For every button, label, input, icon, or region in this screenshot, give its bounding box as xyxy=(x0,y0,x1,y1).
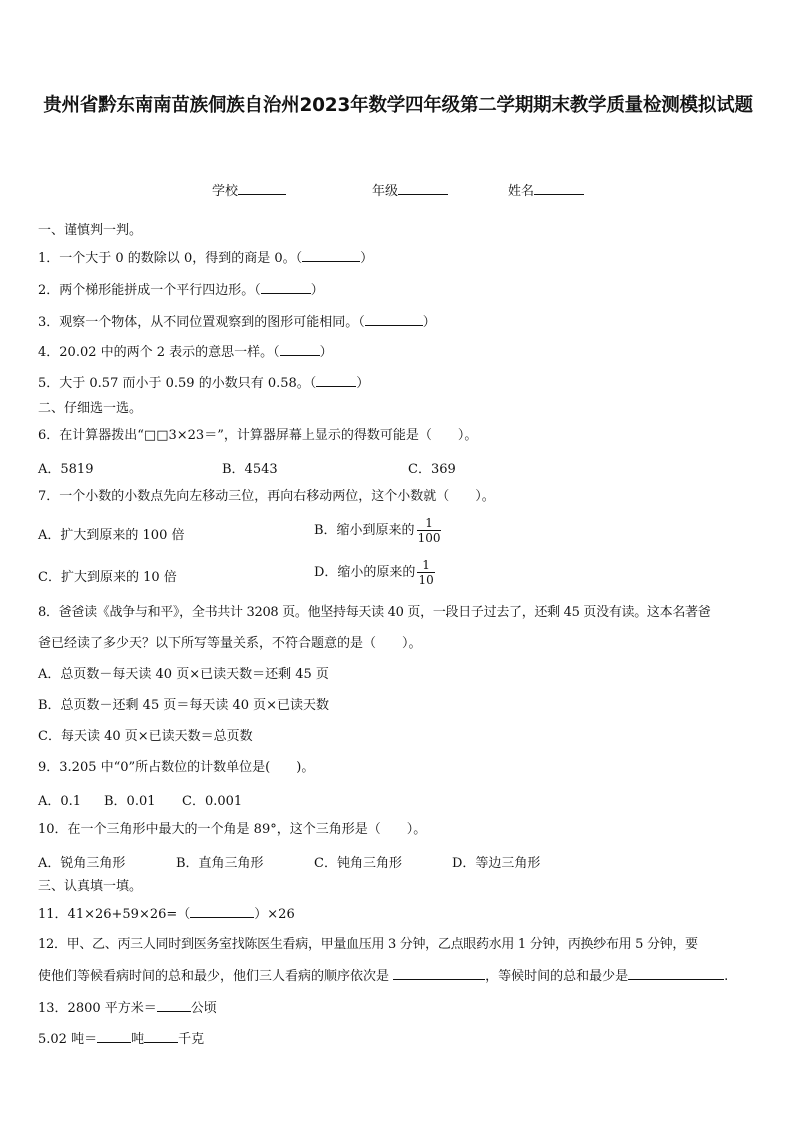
question-5-answer-blank[interactable] xyxy=(316,374,356,387)
question-12-line-2 xyxy=(38,967,728,986)
question-12-text-b: ，等候时间的总和最少是 xyxy=(485,969,629,984)
question-2 xyxy=(38,281,324,300)
question-10-option-a[interactable]: A．锐角三角形 xyxy=(38,856,126,871)
question-5-close: ） xyxy=(356,376,370,391)
fraction-numerator: 1 xyxy=(425,516,433,530)
question-10-option-d[interactable]: D．等边三角形 xyxy=(452,856,541,871)
question-5-text: 5．大于 0.57 而小于 0.59 的小数只有 0.58。（ xyxy=(38,376,317,391)
question-11 xyxy=(38,905,295,924)
question-12-order-blank[interactable] xyxy=(393,967,485,980)
question-10-option-c[interactable]: C．钝角三角形 xyxy=(314,856,402,871)
question-1 xyxy=(38,249,373,268)
fraction-numerator: 1 xyxy=(422,558,430,572)
question-8-option-b[interactable]: B．总页数－还剩 45 页＝每天读 40 页×已读天数 xyxy=(38,698,330,713)
question-1-close: ） xyxy=(360,251,374,266)
question-7-option-d[interactable] xyxy=(314,558,435,587)
grade-label: 年级 xyxy=(372,184,399,199)
section1-heading: 一、谨慎判一判。 xyxy=(38,223,143,238)
question-13-ton-blank[interactable] xyxy=(97,1030,131,1043)
fraction-denominator: 100 xyxy=(417,531,441,545)
question-9-option-b[interactable]: B．0.01 xyxy=(104,794,156,809)
question-2-close: ） xyxy=(310,283,324,298)
student-info-row xyxy=(0,180,794,200)
name-blank[interactable] xyxy=(534,182,584,195)
question-7-options-row2 xyxy=(38,558,758,598)
question-12-text-a: 使他们等候看病时间的总和最少，他们三人看病的顺序依次是 xyxy=(38,969,390,984)
section3-heading: 三、认真填一填。 xyxy=(38,879,143,894)
question-13-text-d: 吨 xyxy=(131,1032,145,1047)
question-11-text: 11．41×26+59×26=（ xyxy=(38,907,191,922)
question-11-answer-blank[interactable] xyxy=(190,905,254,918)
question-9-option-a[interactable]: A．0.1 xyxy=(38,794,82,809)
question-2-answer-blank[interactable] xyxy=(261,281,311,294)
question-13-part-2 xyxy=(38,1030,204,1049)
question-8-option-c[interactable]: C．每天读 40 页×已读天数＝总页数 xyxy=(38,729,253,744)
school-field xyxy=(212,180,286,199)
question-7-option-d-fraction xyxy=(417,558,434,587)
exam-title: 贵州省黔东南南苗族侗族自治州2023年数学四年级第二学期期末教学质量检测模拟试题 xyxy=(43,95,753,116)
question-6-option-c[interactable]: C．369 xyxy=(408,462,456,477)
question-4-close: ） xyxy=(319,345,333,360)
question-3-text: 3．观察一个物体，从不同位置观察到的图形可能相同。（ xyxy=(38,315,365,330)
name-field xyxy=(508,180,584,199)
question-10-options xyxy=(38,852,758,892)
name-label: 姓名 xyxy=(508,184,535,199)
question-3 xyxy=(38,313,436,332)
question-10: 10．在一个三角形中最大的一个角是 89°，这个三角形是（ ）。 xyxy=(38,822,427,837)
question-13-text-c: 5.02 吨＝ xyxy=(38,1032,98,1047)
question-12-end: . xyxy=(724,969,729,984)
fraction-denominator: 10 xyxy=(418,573,434,587)
question-13-text-a: 13．2800 平方米＝ xyxy=(38,1001,157,1016)
question-13-text-b: 公顷 xyxy=(190,1001,217,1016)
question-7-option-c[interactable]: C．扩大到原来的 10 倍 xyxy=(38,570,177,585)
question-6: 6．在计算器拨出“□□3×23＝”，计算器屏幕上显示的得数可能是（ ）。 xyxy=(38,428,478,443)
question-7-option-b-fraction xyxy=(417,516,442,545)
question-7-options-row1 xyxy=(38,516,758,556)
question-3-answer-blank[interactable] xyxy=(365,313,423,326)
question-13-kg-blank[interactable] xyxy=(144,1030,178,1043)
question-7-option-b-text: B．缩小到原来的 xyxy=(314,523,415,538)
question-12-time-blank[interactable] xyxy=(628,967,724,980)
question-3-close: ） xyxy=(422,315,436,330)
question-13-hectare-blank[interactable] xyxy=(157,999,191,1012)
question-2-text: 2．两个梯形能拼成一个平行四边形。（ xyxy=(38,283,261,298)
school-label: 学校 xyxy=(212,184,239,199)
question-4 xyxy=(38,343,333,362)
school-blank[interactable] xyxy=(238,182,286,195)
question-8-option-a[interactable]: A．总页数－每天读 40 页×已读天数＝还剩 45 页 xyxy=(38,667,329,682)
question-1-answer-blank[interactable] xyxy=(302,249,360,262)
question-12-line-1: 12．甲、乙、丙三人同时到医务室找陈医生看病，甲量血压用 3 分钟，乙点眼药水用 1 分钟，丙换纱布用 5 分钟，要 xyxy=(38,937,698,952)
question-7-option-a[interactable]: A．扩大到原来的 100 倍 xyxy=(38,528,185,543)
question-6-option-b[interactable]: B．4543 xyxy=(222,462,278,477)
question-8-line-2: 爸已经读了多少天？以下所写等量关系，不符合题意的是（ ）。 xyxy=(38,636,422,651)
question-9-option-c[interactable]: C．0.001 xyxy=(182,794,243,809)
grade-blank[interactable] xyxy=(398,182,448,195)
question-11-tail: ）×26 xyxy=(254,907,295,922)
section2-heading: 二、仔细选一选。 xyxy=(38,401,143,416)
question-13-part-1 xyxy=(38,999,217,1018)
grade-field xyxy=(372,180,448,199)
question-9: 9．3.205 中“0”所占数位的计数单位是( )。 xyxy=(38,760,315,775)
question-4-answer-blank[interactable] xyxy=(280,343,320,356)
question-1-text: 1．一个大于 0 的数除以 0，得到的商是 0。（ xyxy=(38,251,303,266)
question-7-option-b[interactable] xyxy=(314,516,441,545)
question-10-option-b[interactable]: B．直角三角形 xyxy=(176,856,264,871)
question-7-option-d-text: D．缩小的原来的 xyxy=(314,565,416,580)
question-6-option-a[interactable]: A．5819 xyxy=(38,462,94,477)
question-4-text: 4．20.02 中的两个 2 表示的意思一样。（ xyxy=(38,345,280,360)
question-5 xyxy=(38,374,369,393)
question-7: 7．一个小数的小数点先向左移动三位，再向右移动两位，这个小数就（ ）。 xyxy=(38,489,495,504)
question-8-line-1: 8．爸爸读《战争与和平》，全书共计 3208 页。他坚持每天读 40 页，一段日子过去了，还剩 45 页没有读。这本名著爸 xyxy=(38,605,711,620)
question-13-text-e: 千克 xyxy=(178,1032,205,1047)
